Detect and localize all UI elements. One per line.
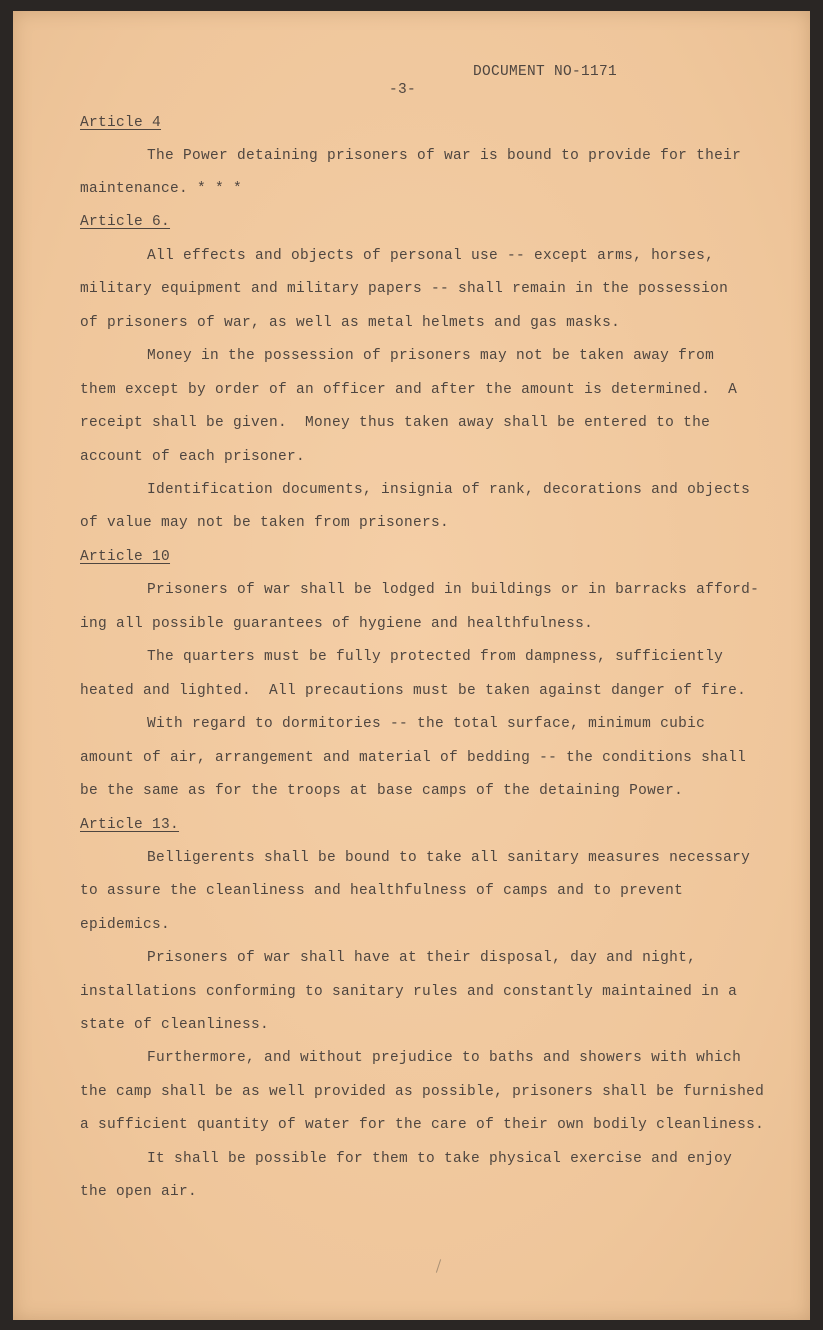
paragraph-line: state of cleanliness. [80, 1017, 270, 1033]
paragraph-line: With regard to dormitories -- the total surface, minimum cubic [147, 716, 706, 732]
paragraph-line: Money in the possession of prisoners may not be taken away from [147, 348, 715, 364]
paragraph-line: to assure the cleanliness and healthfulness of camps and to prevent [80, 883, 684, 899]
paragraph-line: It shall be possible for them to take physical exercise and enjoy [147, 1151, 733, 1167]
paragraph-line: Furthermore, and without prejudice to baths and showers with which [147, 1050, 742, 1066]
paragraph-line: The quarters must be fully protected from dampness, sufficiently [147, 649, 724, 665]
article-heading: Article 6. [80, 214, 171, 230]
paragraph-line: the open air. [80, 1184, 198, 1200]
paragraph-line: them except by order of an officer and after the amount is determined. A [80, 382, 738, 398]
paragraph-line: the camp shall be as well provided as possible, prisoners shall be furnished [80, 1084, 765, 1100]
paragraph-line: amount of air, arrangement and material of bedding -- the conditions shall [80, 750, 747, 766]
paragraph-line: All effects and objects of personal use -- except arms, horses, [147, 248, 715, 264]
article-heading: Article 10 [80, 549, 171, 565]
paragraph-line: maintenance. * * * [80, 181, 243, 197]
paragraph-line: Prisoners of war shall be lodged in buildings or in barracks afford- [147, 582, 760, 598]
pen-mark [436, 1259, 441, 1273]
paragraph-line: of value may not be taken from prisoners. [80, 515, 450, 531]
paragraph-line: Prisoners of war shall have at their disposal, day and night, [147, 950, 697, 966]
paragraph-line: a sufficient quantity of water for the care of their own bodily cleanliness. [80, 1117, 765, 1133]
paragraph-line: Belligerents shall be bound to take all sanitary measures necessary [147, 850, 751, 866]
paragraph-line: receipt shall be given. Money thus taken away shall be entered to the [80, 415, 711, 431]
article-heading: Article 4 [80, 115, 162, 131]
document-number: DOCUMENT NO-1171 [473, 64, 618, 80]
paragraph-line: The Power detaining prisoners of war is bound to provide for their [147, 148, 742, 164]
paragraph-line: heated and lighted. All precautions must be taken against danger of fire. [80, 683, 747, 699]
paragraph-line: military equipment and military papers -- shall remain in the possession [80, 281, 729, 297]
paragraph-line: ing all possible guarantees of hygiene and healthfulness. [80, 616, 594, 632]
document-page [13, 11, 810, 1320]
paragraph-line: epidemics. [80, 917, 171, 933]
paragraph-line: account of each prisoner. [80, 449, 306, 465]
page-number: -3- [389, 82, 417, 98]
paragraph-line: Identification documents, insignia of rank, decorations and objects [147, 482, 751, 498]
paragraph-line: of prisoners of war, as well as metal helmets and gas masks. [80, 315, 621, 331]
article-heading: Article 13. [80, 817, 180, 833]
paragraph-line: be the same as for the troops at base camps of the detaining Power. [80, 783, 684, 799]
paragraph-line: installations conforming to sanitary rules and constantly maintained in a [80, 984, 738, 1000]
